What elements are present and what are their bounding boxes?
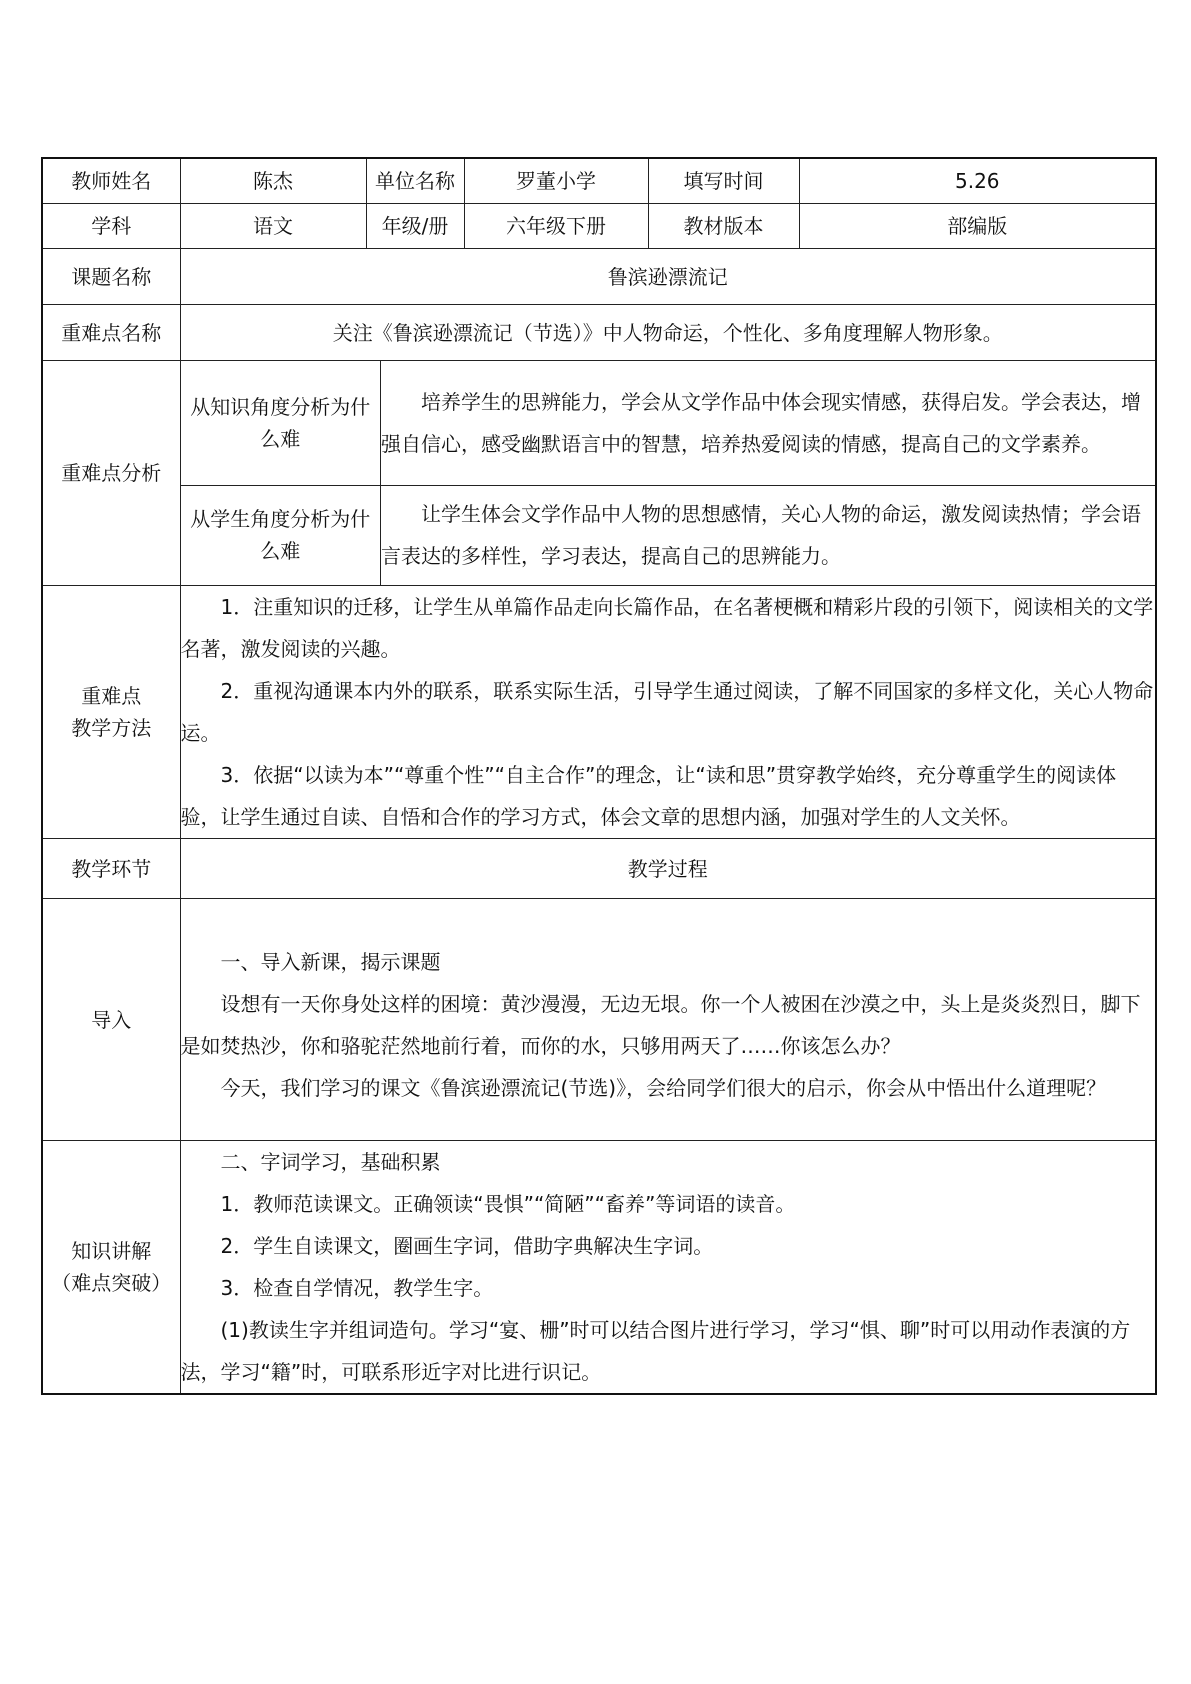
focus-row [42,305,1156,361]
knowledge-label [42,1141,180,1395]
process-stage-label: 教学环节 [42,839,180,899]
knowledge-label-line1: 知识讲解 [71,1239,152,1263]
method-item-3: 3．依据“以读为本”“尊重个性”“自主合作”的理念，让“读和思”贯穿教学始终，充分尊重学生的阅读体验，让学生通过自读、自悟和合作的学习方式，体会文章的思想内涵，加强对学生的人文关怀。 [180,763,1117,829]
teacher-name-value: 陈杰 [180,158,366,204]
topic-label: 课题名称 [42,249,180,305]
teacher-name-label: 教师姓名 [42,158,180,204]
edition-label: 教材版本 [648,204,799,249]
focus-value: 关注《鲁滨逊漂流记（节选）》中人物命运，个性化、多角度理解人物形象。 [180,305,1156,361]
intro-label: 导入 [42,899,180,1141]
fill-date-value: 5.26 [799,158,1156,204]
intro-content [180,899,1156,1141]
intro-paragraph-1: 设想有一天你身处这样的困境：黄沙漫漫，无边无垠。你一个人被困在沙漠之中，头上是炎炎烈日，脚下是如焚热沙，你和骆驼茫然地前行着，而你的水，只够用两天了……你该怎么办？ [180,991,1141,1058]
student-angle-label: 从学生角度分析为什么难 [181,485,381,585]
info-row-1 [42,158,1156,204]
analysis-row [42,361,1156,586]
grade-label: 年级/册 [366,204,464,249]
methods-label [42,586,180,839]
analysis-label: 重难点分析 [42,361,180,586]
knowledge-label-line2: （难点突破） [51,1271,172,1295]
student-angle-cell [381,485,1156,585]
student-analysis-row [181,485,1156,585]
process-label: 教学过程 [180,839,1156,899]
fill-date-label: 填写时间 [648,158,799,204]
topic-row [42,249,1156,305]
intro-paragraph-2: 今天，我们学习的课文《鲁滨逊漂流记(节选)》，会给同学们很大的启示，你会从中悟出什么道理呢？ [220,1075,1107,1100]
knowledge-item-2: 2．学生自读课文，圈画生字词，借助字典解决生字词。 [220,1234,714,1258]
knowledge-angle-text: 培养学生的思辨能力，学会从文学作品中体会现实情感，获得启发。学会表达，增强自信心，感受幽默语言中的智慧，培养热爱阅读的情感，提高自己的文学素养。 [381,389,1141,456]
process-header-row [42,839,1156,899]
methods-label-line2: 教学方法 [71,716,152,740]
edition-value: 部编版 [799,204,1156,249]
knowledge-item-1: 1．教师范读课文。正确领读“畏惧”“简陋”“畜养”等词语的读音。 [220,1192,796,1216]
methods-label-line1: 重难点 [81,684,142,708]
info-row-2 [42,204,1156,249]
knowledge-item-3: 3．检查自学情况，教学生字。 [220,1276,494,1300]
intro-heading: 一、导入新课，揭示课题 [220,949,441,974]
subject-label: 学科 [42,204,180,249]
analysis-content [180,361,1156,586]
grade-value: 六年级下册 [464,204,648,249]
method-item-1: 1．注重知识的迁移，让学生从单篇作品走向长篇作品，在名著梗概和精彩片段的引领下，阅读相关的文学名著，激发阅读的兴趣。 [180,595,1154,661]
student-angle-text: 让学生体会文学作品中人物的思想感情，关心人物的命运，激发阅读热情；学会语言表达的多样性，学习表达，提高自己的思辨能力。 [381,502,1141,569]
methods-row [42,586,1156,839]
intro-row [42,899,1156,1141]
topic-value: 鲁滨逊漂流记 [180,249,1156,305]
knowledge-angle-cell [381,361,1156,485]
knowledge-item-4: (1)教读生字并组词造句。学习“宴、栅”时可以结合图片进行学习，学习“惧、聊”时可以用动作表演的方法，学习“籍”时，可联系形近字对比进行识记。 [180,1318,1131,1384]
method-item-2: 2．重视沟通课本内外的联系，联系实际生活，引导学生通过阅读，了解不同国家的多样文化，关心人物命运。 [180,679,1154,745]
subject-value: 语文 [180,204,366,249]
analysis-subtable [181,361,1156,585]
lesson-plan-table [41,157,1157,1395]
knowledge-content [180,1141,1156,1395]
focus-label: 重难点名称 [42,305,180,361]
knowledge-angle-label: 从知识角度分析为什么难 [181,361,381,485]
knowledge-heading: 二、字词学习，基础积累 [220,1150,441,1174]
unit-name-label: 单位名称 [366,158,464,204]
unit-name-value: 罗董小学 [464,158,648,204]
knowledge-analysis-row [181,361,1156,485]
knowledge-row [42,1141,1156,1395]
methods-content [180,586,1156,839]
